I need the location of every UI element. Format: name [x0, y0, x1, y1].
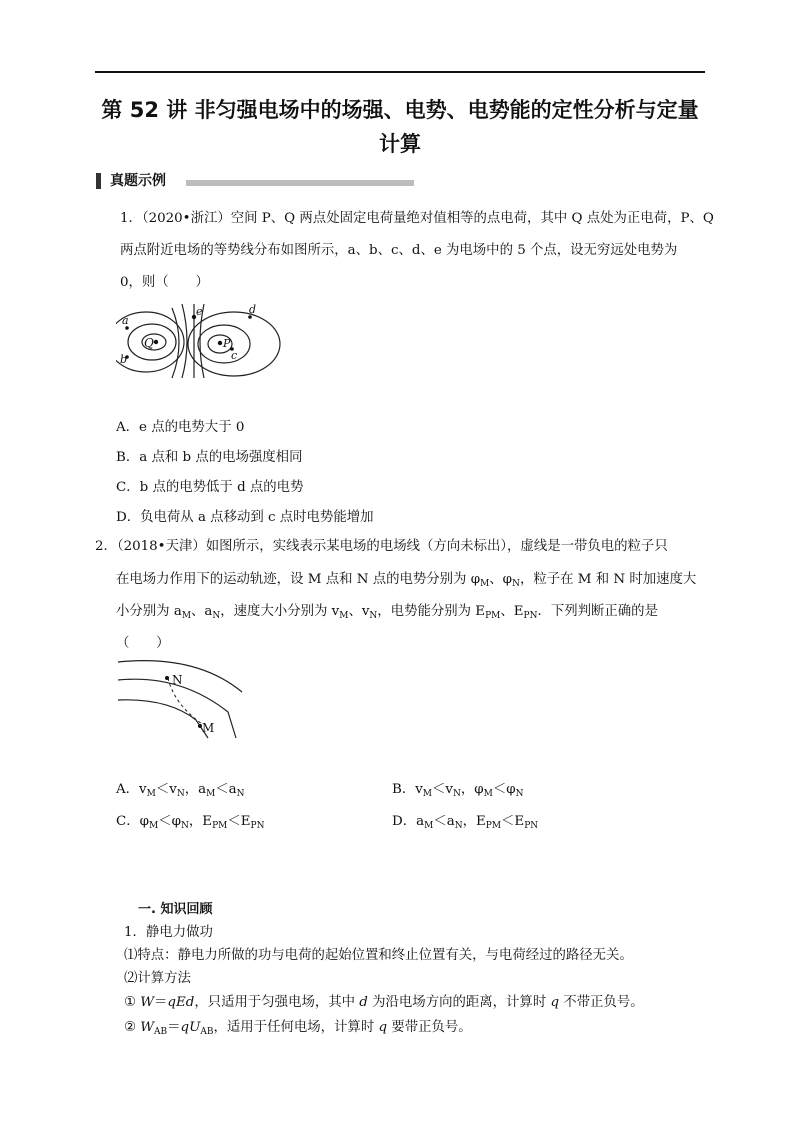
- top-rule: [95, 71, 705, 73]
- section-underline-bar: [186, 180, 414, 186]
- q1-option-c: C．b 点的电势低于 d 点的电势: [116, 480, 304, 495]
- q1-fig-label-b: b: [120, 353, 128, 366]
- page-title-line2: 计算: [379, 132, 421, 156]
- q1-text-line1: 1．（2020•浙江）空间 P、Q 两点处固定电荷量绝对值相等的点电荷，其中 Q 点处为正电荷，P、Q: [120, 211, 714, 226]
- q1-fig-label-d: d: [249, 303, 257, 316]
- review-heading: 一. 知识回顾: [138, 902, 213, 917]
- q1-text-line3: 0，则（ ）: [120, 275, 209, 290]
- q1-option-a: A．e 点的电势大于 0: [116, 420, 245, 435]
- q2-option-b: B．$v_M<v_N$，$\varphi_M<\varphi_N$: [392, 782, 524, 799]
- q2-option-c: C．$\varphi_M<\varphi_N$，$E_{PM}<E_{PN}$: [116, 814, 265, 831]
- q1-text-line2: 两点附近电场的等势线分布如图所示，a、b、c、d、e 为电场中的 5 个点，设无穷远处电势为: [120, 243, 678, 258]
- q1-fig-label-e: e: [196, 305, 203, 318]
- section-marker: [96, 173, 101, 189]
- q1-equipotential-figure: [116, 300, 296, 380]
- q2-text-line4: （ ）: [116, 636, 170, 651]
- q2-text-line1: 2．（2018•天津）如图所示，实线表示某电场的电场线（方向未标出），虚线是一带负电的粒子只: [95, 539, 668, 554]
- q1-fig-label-a: a: [122, 314, 129, 327]
- q2-text-line3: 小分别为 $a_M$、$a_N$，速度大小分别为 $v_M$、$v_N$，电势能分别为 $E_{PM}$、$E_{PN}$．下列判断正确的是: [116, 604, 658, 621]
- review-para3: ① W＝qEd，只适用于匀强电场，其中 d 为沿电场方向的距离，计算时 q 不带正负号。: [124, 995, 644, 1010]
- q1-option-d: D．负电荷从 a 点移动到 c 点时电势能增加: [116, 510, 374, 525]
- q2-option-d: D．$a_M<a_N$，$E_{PM}<E_{PN}$: [392, 814, 539, 831]
- review-item1: 1．静电力做功: [124, 925, 213, 940]
- review-para4: ② $W_{AB}=qU_{AB}$，适用于任何电场，计算时 q 要带正负号。: [124, 1020, 472, 1037]
- review-para1: ⑴特点：静电力所做的功与电荷的起始位置和终止位置有关，与电荷经过的路径无关。: [124, 948, 633, 963]
- q1-option-b: B．a 点和 b 点的电场强度相同: [116, 450, 303, 465]
- section-title: 真题示例: [110, 173, 166, 189]
- q2-fig-label-M: M: [202, 721, 215, 735]
- q2-field-line-figure: [116, 656, 246, 740]
- q1-fig-label-Q: Q: [144, 336, 154, 350]
- q2-option-a: A．$v_M<v_N$，$a_M<a_N$: [116, 782, 245, 799]
- q2-fig-label-N: N: [172, 673, 183, 687]
- q2-text-line2: 在电场力作用下的运动轨迹，设 M 点和 N 点的电势分别为 $\varphi_M$、$\varphi_N$，粒子在 M 和 N 时加速度大: [116, 572, 697, 589]
- q1-fig-label-P: P: [223, 337, 231, 350]
- q1-fig-label-c: c: [231, 349, 238, 362]
- review-para2: ⑵计算方法: [124, 971, 191, 986]
- page-title-line1: 第 52 讲 非匀强电场中的场强、电势、电势能的定性分析与定量: [101, 98, 699, 122]
